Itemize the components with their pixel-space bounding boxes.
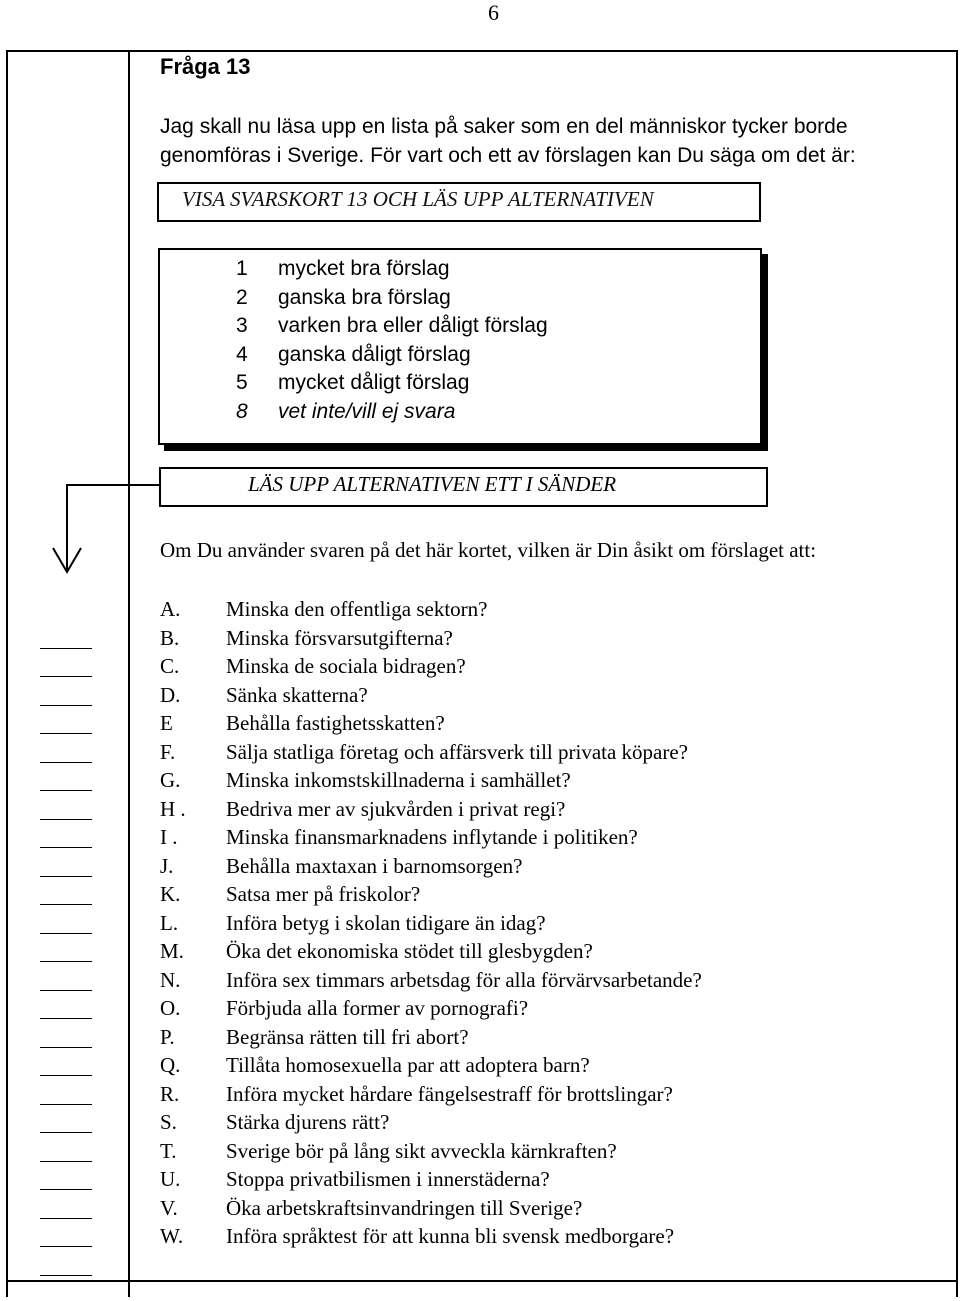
scale-label: ganska bra förslag (278, 285, 451, 309)
item-letter: Q. (160, 1053, 181, 1077)
answer-column-divider (128, 50, 130, 1297)
answer-blank[interactable] (40, 1133, 92, 1162)
scale-code: 1 (236, 257, 248, 280)
scale-label: mycket bra förslag (278, 257, 450, 280)
item-row (160, 738, 702, 767)
item-row (160, 1023, 702, 1052)
page-number: 6 (488, 0, 499, 25)
item-row (160, 624, 702, 653)
item-text: Minska inkomstskillnaderna i samhället? (226, 768, 571, 792)
item-row (160, 681, 702, 710)
item-text: Minska de sociala bidragen? (226, 654, 466, 678)
show-card-instruction: VISA SVARSKORT 13 OCH LÄS UPP ALTERNATIVEN (182, 187, 654, 211)
item-row (160, 595, 702, 624)
item-text: Behålla fastighetsskatten? (226, 711, 445, 735)
item-text: Införa betyg i skolan tidigare än idag? (226, 910, 546, 935)
question-intro: Jag skall nu läsa upp en lista på saker som en del människor tycker borde genomföras i Sverige. För vart och ett av förslagen kan Du säga om det är: (160, 115, 856, 167)
item-row (160, 652, 702, 681)
item-letter: E (160, 711, 173, 735)
item-letter: A. (160, 597, 181, 621)
answer-blank[interactable] (40, 905, 92, 934)
item-row (160, 1165, 702, 1194)
item-text: Behålla maxtaxan i barnomsorgen? (226, 853, 523, 878)
scale-code: 4 (236, 342, 248, 366)
answer-blank[interactable] (40, 1019, 92, 1048)
item-row (160, 909, 702, 938)
item-letter: I . (160, 825, 178, 849)
item-letter: L. (160, 910, 179, 935)
item-letter: W. (160, 1224, 184, 1248)
answer-blank[interactable] (40, 1219, 92, 1248)
item-row (160, 937, 702, 966)
item-text: Stoppa privatbilismen i innerstäderna? (226, 1167, 550, 1191)
answer-blank[interactable] (40, 734, 92, 763)
answer-blank[interactable] (40, 677, 92, 706)
item-text: Minska finansmarknadens inflytande i politiken? (226, 825, 638, 849)
answer-blank[interactable] (40, 1162, 92, 1191)
answer-blank[interactable] (40, 877, 92, 906)
item-text: Bedriva mer av sjukvården i privat regi? (226, 796, 566, 821)
item-letter: H . (160, 796, 186, 821)
item-text: Införa mycket hårdare fängelsestraff för brottslingar? (226, 1081, 673, 1106)
scale-label: varken bra eller dåligt förslag (278, 314, 548, 337)
item-row (160, 994, 702, 1023)
item-text: Satsa mer på friskolor? (226, 882, 421, 906)
form-frame-bottom (6, 1280, 958, 1282)
item-text: Öka det ekonomiska stödet till glesbygden? (226, 939, 593, 963)
scale-code: 2 (236, 285, 248, 309)
item-letter: P. (160, 1024, 175, 1049)
answer-blank[interactable] (40, 1076, 92, 1105)
item-row (160, 823, 702, 852)
item-text: Tillåta homosexuella par att adoptera barn? (226, 1053, 590, 1077)
answer-blank[interactable] (40, 848, 92, 877)
item-letter: K. (160, 882, 181, 906)
item-text: Förbjuda alla former av pornografi? (226, 996, 529, 1020)
item-row (160, 1222, 702, 1251)
answer-blank[interactable] (40, 791, 92, 820)
item-letter: O. (160, 996, 181, 1020)
item-row (160, 1194, 702, 1223)
item-row (160, 766, 702, 795)
answer-blank[interactable] (40, 820, 92, 849)
item-text: Öka arbetskraftsinvandringen till Sverige? (226, 1195, 583, 1220)
answer-blank[interactable] (40, 649, 92, 678)
item-letter: B. (160, 625, 180, 650)
item-text: Minska försvarsutgifterna? (226, 625, 453, 650)
answer-blank[interactable] (40, 620, 92, 649)
item-row (160, 1108, 702, 1137)
item-letter: V. (160, 1195, 178, 1220)
item-text: Begränsa rätten till fri abort? (226, 1024, 469, 1049)
item-row (160, 852, 702, 881)
item-letter: T. (160, 1138, 177, 1163)
answer-blank[interactable] (40, 1247, 92, 1276)
scale-code: 5 (236, 371, 248, 394)
item-letter: D. (160, 682, 181, 707)
question-prompt: Om Du använder svaren på det här kortet, vilken är Din åsikt om förslaget att: (160, 538, 817, 562)
item-text: Sänka skatterna? (226, 682, 368, 707)
item-row (160, 1137, 702, 1166)
item-row (160, 880, 702, 909)
answer-blanks (40, 620, 92, 1276)
response-scale-list (236, 255, 548, 426)
scale-option (236, 398, 548, 427)
scale-label: mycket dåligt förslag (278, 371, 470, 394)
item-row (160, 1051, 702, 1080)
item-letter: F. (160, 739, 176, 764)
answer-blank[interactable] (40, 1105, 92, 1134)
item-text: Införa språktest för att kunna bli svensk medborgare? (226, 1224, 675, 1248)
read-instruction: LÄS UPP ALTERNATIVEN ETT I SÄNDER (248, 472, 617, 496)
item-text: Stärka djurens rätt? (226, 1110, 390, 1134)
item-row (160, 966, 702, 995)
question-title: Fråga 13 (160, 54, 251, 79)
item-list (160, 595, 702, 1251)
answer-blank[interactable] (40, 706, 92, 735)
item-letter: J. (160, 853, 174, 878)
answer-blank[interactable] (40, 962, 92, 991)
item-letter: C. (160, 654, 180, 678)
item-row (160, 1080, 702, 1109)
item-letter: R. (160, 1081, 180, 1106)
answer-blank[interactable] (40, 1048, 92, 1077)
answer-blank[interactable] (40, 1190, 92, 1219)
item-text: Minska den offentliga sektorn? (226, 597, 488, 621)
scale-option (236, 284, 548, 313)
item-letter: M. (160, 939, 184, 963)
answer-blank[interactable] (40, 991, 92, 1020)
scale-label: ganska dåligt förslag (278, 342, 471, 366)
scale-option (236, 369, 548, 398)
scale-option (236, 255, 548, 284)
item-letter: S. (160, 1110, 177, 1134)
scale-option (236, 312, 548, 341)
item-letter: G. (160, 768, 181, 792)
answer-blank[interactable] (40, 763, 92, 792)
item-letter: N. (160, 967, 181, 992)
item-row (160, 709, 702, 738)
scale-option (236, 341, 548, 370)
item-letter: U. (160, 1167, 181, 1191)
item-text: Införa sex timmars arbetsdag för alla förvärvsarbetande? (226, 967, 702, 992)
item-text: Sälja statliga företag och affärsverk till privata köpare? (226, 739, 688, 764)
scale-code: 3 (236, 314, 248, 337)
item-text: Sverige bör på lång sikt avveckla kärnkraften? (226, 1138, 617, 1163)
scale-label: vet inte/vill ej svara (278, 399, 456, 423)
item-row (160, 795, 702, 824)
scale-code: 8 (236, 399, 248, 423)
answer-blank[interactable] (40, 934, 92, 963)
flow-arrow-icon (40, 482, 165, 577)
